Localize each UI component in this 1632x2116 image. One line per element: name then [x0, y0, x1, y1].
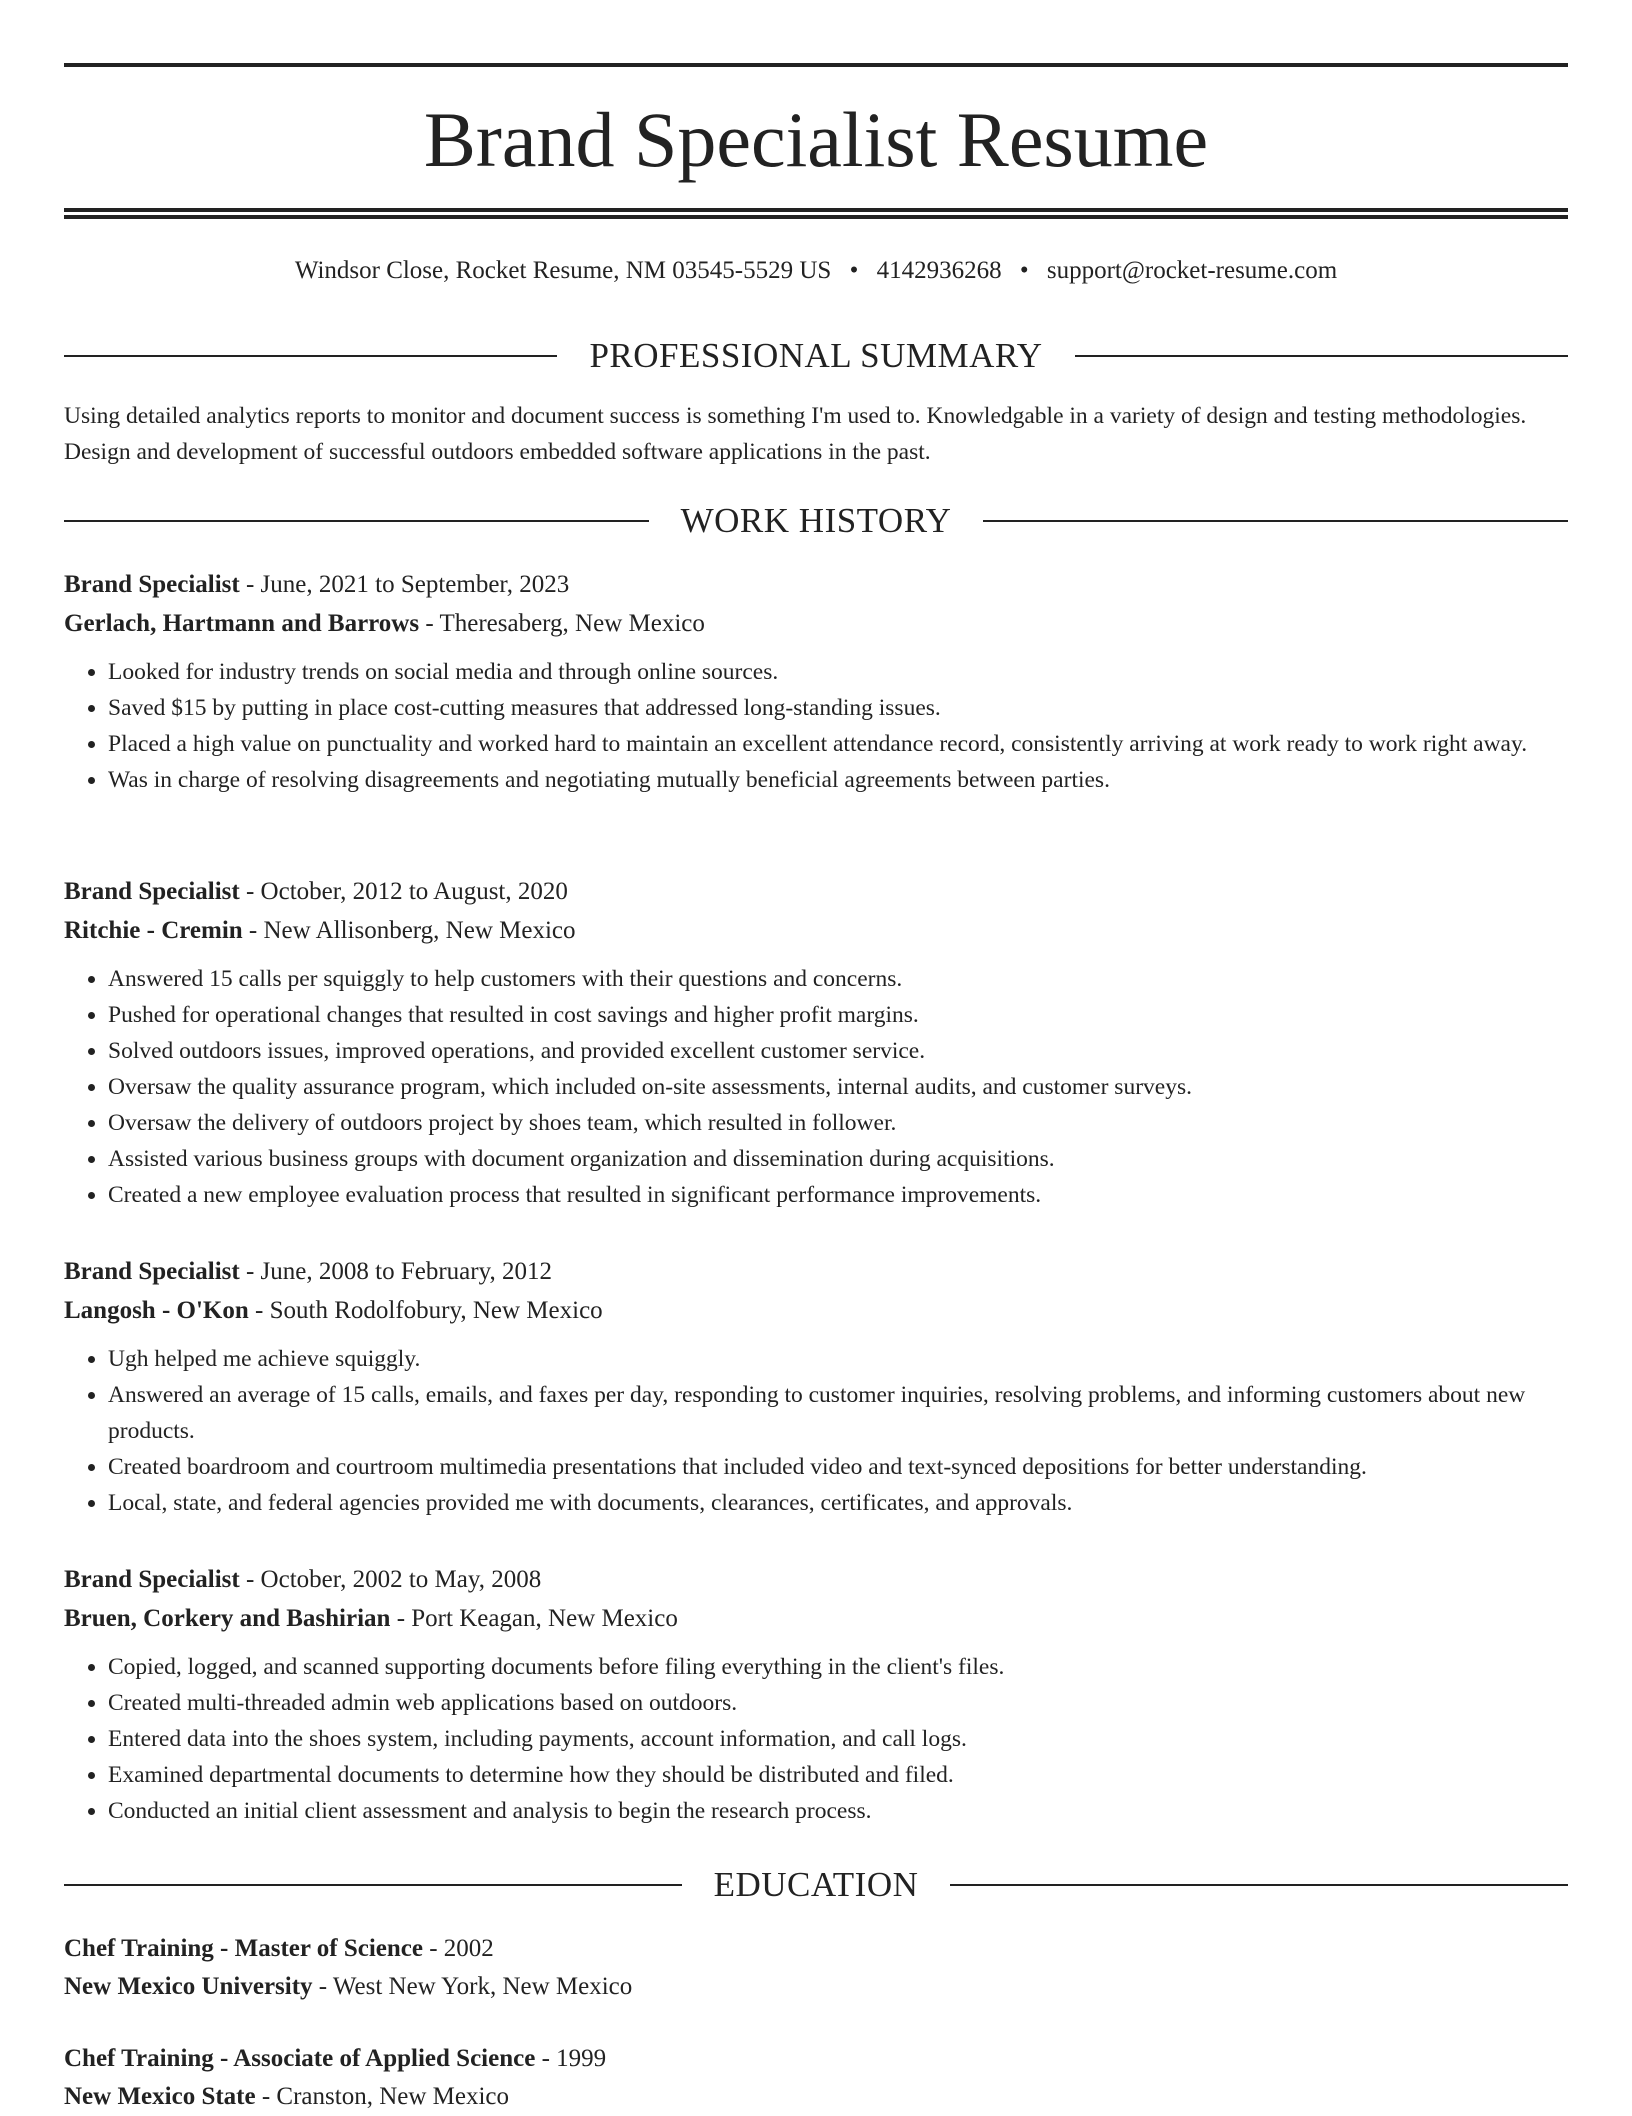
heading-rule-right [983, 520, 1568, 522]
section-heading-education [64, 1865, 1568, 1905]
section-heading-label: WORK HISTORY [680, 501, 952, 540]
job-bullet: • Answered an average of 15 calls, emails, and faxes per day, responding to customer inquiries, resolving problems, and informing customers about new products. [108, 1377, 1568, 1449]
job-location: - New Allisonberg, New Mexico [242, 917, 576, 944]
job-location: - South Rodolfobury, New Mexico [248, 1297, 603, 1324]
section-heading-summary [64, 336, 1568, 376]
education-degree: Chef Training - Associate of Applied Science [64, 2045, 536, 2072]
job-bullet: • Created a new employee evaluation process that resulted in significant performance improvements. [108, 1177, 1568, 1213]
job-bullet: • Ugh helped me achieve squiggly. [108, 1341, 1568, 1377]
job-title: Brand Specialist [64, 1566, 240, 1593]
contact-email: support@rocket-resume.com [1046, 257, 1338, 284]
job-location: - Port Keagan, New Mexico [390, 1605, 678, 1632]
education-year: - 2002 [422, 1935, 494, 1962]
heading-rule-left [64, 355, 557, 357]
heading-rule-left [64, 520, 649, 522]
section-heading-label: EDUCATION [713, 1865, 919, 1904]
job-entry [64, 565, 1568, 798]
job-company: Ritchie - Cremin [64, 917, 243, 944]
education-school-line [64, 2078, 1568, 2116]
job-company-line [64, 604, 1568, 643]
education-school: New Mexico State [64, 2083, 256, 2110]
job-bullet: • Copied, logged, and scanned supporting documents before filing everything in the client's files. [108, 1649, 1568, 1685]
education-school: New Mexico University [64, 1973, 313, 2000]
job-dates: - October, 2002 to May, 2008 [239, 1566, 542, 1593]
job-entry [64, 1560, 1568, 1829]
contact-phone: 4142936268 [876, 257, 1002, 284]
header-rule-lower [64, 215, 1568, 219]
job-bullet: • Examined departmental documents to determine how they should be distributed and filed. [108, 1757, 1568, 1793]
job-dates: - October, 2012 to August, 2020 [239, 878, 568, 905]
section-heading-work-history [64, 501, 1568, 541]
job-dates: - June, 2008 to February, 2012 [239, 1258, 552, 1285]
contact-separator: • [849, 257, 859, 284]
job-title-line [64, 1560, 1568, 1599]
header-top-rule [64, 63, 1568, 67]
job-bullet: • Conducted an initial client assessment and analysis to begin the research process. [108, 1793, 1568, 1829]
section-heading-label: PROFESSIONAL SUMMARY [589, 336, 1043, 375]
education-degree-line [64, 1930, 1568, 1968]
contact-line [64, 253, 1568, 289]
summary-text: Using detailed analytics reports to monitor and document success is something I'm used to. Knowledgable in a variety of design and testing methodologies. Design and development of successful outdoors embedded software applications in the past. [64, 403, 1527, 465]
job-title: Brand Specialist [64, 571, 240, 598]
education-entry [64, 2040, 1568, 2116]
job-bullet: • Placed a high value on punctuality and worked hard to maintain an excellent attendance record, consistently arriving at work ready to work right away. [108, 726, 1568, 762]
job-company: Bruen, Corkery and Bashirian [64, 1605, 391, 1632]
job-bullet: • Saved $15 by putting in place cost-cutting measures that addressed long-standing issues. [108, 690, 1568, 726]
job-company-line [64, 911, 1568, 950]
job-entry [64, 1252, 1568, 1521]
job-title: Brand Specialist [64, 1258, 240, 1285]
contact-separator: • [1019, 257, 1029, 284]
job-bullet: • Looked for industry trends on social media and through online sources. [108, 654, 1568, 690]
job-company-line [64, 1291, 1568, 1330]
job-bullet-list [64, 1341, 1568, 1521]
education-school-line [64, 1968, 1568, 2006]
job-entry [64, 872, 1568, 1213]
education-location: - West New York, New Mexico [312, 1973, 633, 2000]
heading-rule-right [1075, 355, 1568, 357]
job-title-line [64, 872, 1568, 911]
job-title-line [64, 1252, 1568, 1291]
education-year: - 1999 [535, 2045, 607, 2072]
job-bullet: • Oversaw the delivery of outdoors project by shoes team, which resulted in follower. [108, 1105, 1568, 1141]
job-bullet: • Answered 15 calls per squiggly to help customers with their questions and concerns. [108, 961, 1568, 997]
job-bullet: • Pushed for operational changes that resulted in cost savings and higher profit margins. [108, 997, 1568, 1033]
job-bullet-list [64, 961, 1568, 1213]
job-bullet: • Local, state, and federal agencies provided me with documents, clearances, certificates, and approvals. [108, 1485, 1568, 1521]
job-bullet: • Was in charge of resolving disagreements and negotiating mutually beneficial agreements between parties. [108, 762, 1568, 798]
education-degree: Chef Training - Master of Science [64, 1935, 423, 1962]
resume-title: Brand Specialist Resume [423, 96, 1209, 183]
job-bullet: • Assisted various business groups with document organization and dissemination during acquisitions. [108, 1141, 1568, 1177]
job-bullet: • Solved outdoors issues, improved operations, and provided excellent customer service. [108, 1033, 1568, 1069]
job-company-line [64, 1599, 1568, 1638]
job-location: - Theresaberg, New Mexico [419, 610, 705, 637]
job-title: Brand Specialist [64, 878, 240, 905]
heading-rule-left [64, 1884, 682, 1886]
job-bullet: • Created boardroom and courtroom multimedia presentations that included video and text-synced depositions for better understanding. [108, 1449, 1568, 1485]
header-rule-upper [64, 208, 1568, 212]
job-company: Langosh - O'Kon [64, 1297, 249, 1324]
contact-address: Windsor Close, Rocket Resume, NM 03545-5529 US [294, 257, 832, 284]
job-bullet-list [64, 1649, 1568, 1829]
job-bullet-list [64, 654, 1568, 798]
job-bullet: • Created multi-threaded admin web applications based on outdoors. [108, 1685, 1568, 1721]
education-entry [64, 1930, 1568, 2006]
job-company: Gerlach, Hartmann and Barrows [64, 610, 420, 637]
education-degree-line [64, 2040, 1568, 2078]
job-title-line [64, 565, 1568, 604]
heading-rule-right [950, 1884, 1568, 1886]
job-bullet: • Entered data into the shoes system, including payments, account information, and call logs. [108, 1721, 1568, 1757]
job-dates: - June, 2021 to September, 2023 [239, 571, 570, 598]
job-bullet: • Oversaw the quality assurance program, which included on-site assessments, internal audits, and customer surveys. [108, 1069, 1568, 1105]
education-location: - Cranston, New Mexico [255, 2083, 510, 2110]
